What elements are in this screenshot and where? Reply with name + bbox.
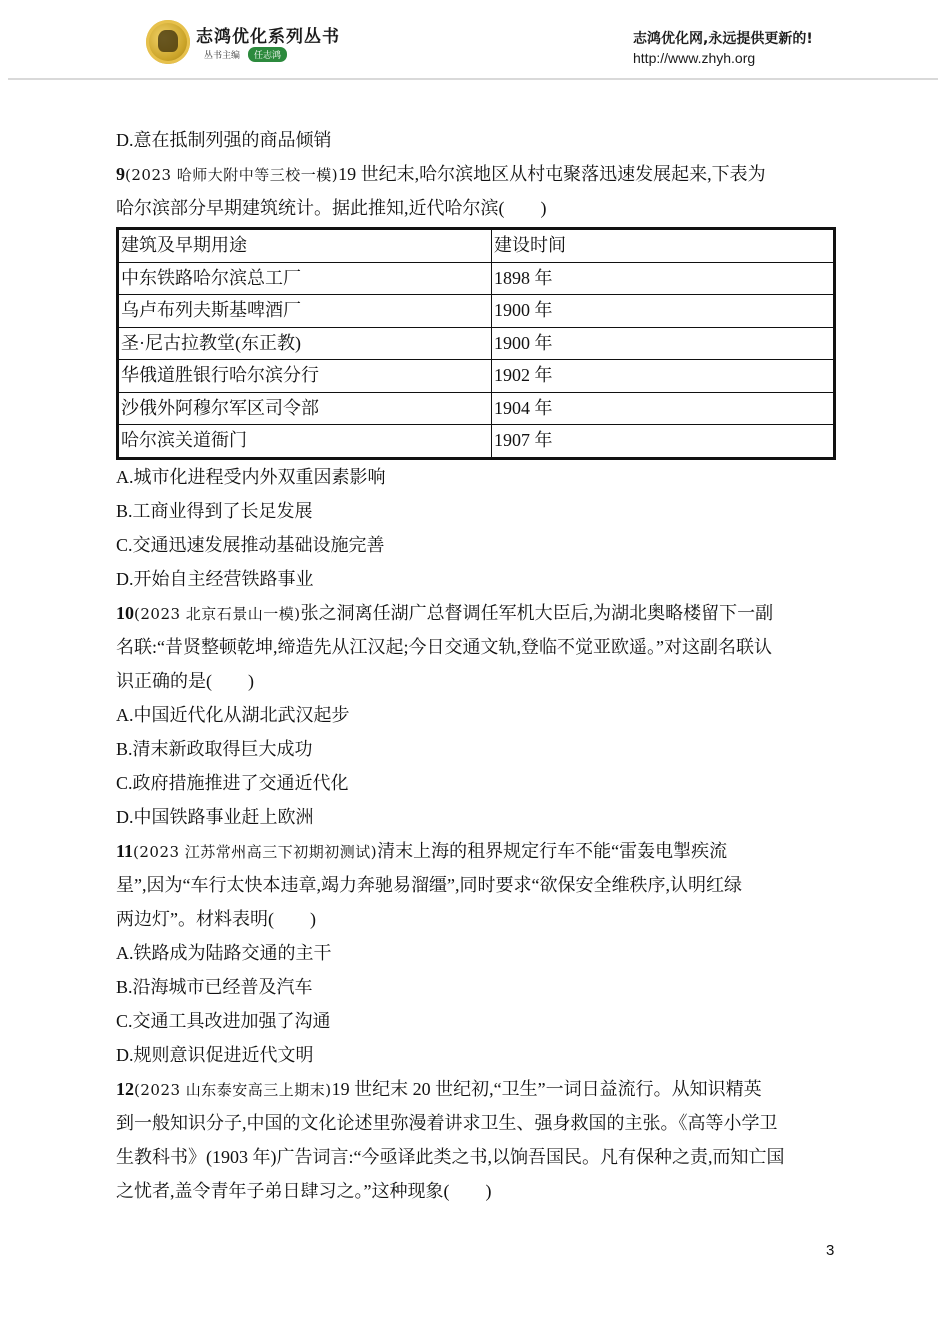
- q8-option-d: D.意在抵制列强的商品倾销: [116, 130, 332, 150]
- table-cell: 1900 年: [492, 327, 835, 360]
- table-row: [118, 327, 835, 360]
- document-body: [116, 123, 836, 1208]
- q9-option-c: C.交通迅速发展推动基础设施完善: [116, 534, 385, 555]
- logo-seal-icon: [146, 20, 190, 64]
- table-row: [118, 295, 835, 328]
- q11-stem-line-2: 星”,因为“车行太快本违章,竭力奔驰易溜缰”,同时要求“欲保安全维秩序,认明红绿: [116, 874, 742, 895]
- table-header-cell: 建筑及早期用途: [118, 229, 492, 263]
- q10-stem-line-1: [116, 596, 836, 630]
- q9-source: (2023 哈师大附中等三校一模): [125, 166, 339, 184]
- editor-label: 丛书主编: [204, 51, 241, 61]
- q11-number: 11: [116, 840, 134, 861]
- series-title: 志鸿优化系列丛书: [196, 27, 340, 47]
- table-cell: 1900 年: [492, 295, 835, 328]
- header-divider: [8, 78, 938, 80]
- q10-stem-line-3: 识正确的是( ): [116, 670, 254, 691]
- q9-option-d: D.开始自主经营铁路事业: [116, 568, 314, 589]
- q12-stem-line-1: [116, 1072, 836, 1106]
- q9-text-1: 19 世纪末,哈尔滨地区从村屯聚落迅速发展起来,下表为: [338, 164, 766, 184]
- table-row: [118, 262, 835, 295]
- q10-option-b: B.清末新政取得巨大成功: [116, 738, 313, 759]
- page-number: 3: [826, 1242, 835, 1259]
- q9-option-a: A.城市化进程受内外双重因素影响: [116, 466, 386, 487]
- q11-text-1: 清末上海的租界规定行车不能“雷轰电掣疾流: [377, 840, 728, 861]
- q12-text-1: 19 世纪末 20 世纪初,“卫生”一词日益流行。从知识精英: [331, 1078, 762, 1099]
- buildings-table: [116, 227, 836, 460]
- site-url[interactable]: http://www.zhyh.org: [633, 50, 756, 66]
- q10-text-1: 张之洞离任湖广总督调任军机大臣后,为湖北奥略楼留下一副: [300, 602, 774, 623]
- editor-name: 任志鸿: [248, 47, 287, 62]
- table-cell: 中东铁路哈尔滨总工厂: [118, 262, 492, 295]
- q10-option-d: D.中国铁路事业赶上欧洲: [116, 806, 314, 827]
- table-cell: 华俄道胜银行哈尔滨分行: [118, 360, 492, 393]
- q11-stem-line-3: 两边灯”。材料表明( ): [116, 908, 316, 929]
- table-cell: 哈尔滨关道衙门: [118, 425, 492, 459]
- q10-option-c: C.政府措施推进了交通近代化: [116, 772, 349, 793]
- q11-option-a: A.铁路成为陆路交通的主干: [116, 942, 332, 963]
- q12-source: (2023 山东泰安高三上期末): [134, 1080, 332, 1099]
- table-row: [118, 425, 835, 459]
- q10-source: (2023 北京石景山一模): [134, 604, 301, 623]
- q10-number: 10: [116, 602, 134, 623]
- table-header-row: [118, 229, 835, 263]
- table-cell: 沙俄外阿穆尔军区司令部: [118, 392, 492, 425]
- q9-stem-line-1: [116, 157, 836, 191]
- q12-stem-line-3: 生教科书》(1903 年)广告词言:“今亟译此类之书,以饷吾国民。凡有保种之责,而知亡国: [116, 1146, 785, 1167]
- q11-option-c: C.交通工具改进加强了沟通: [116, 1010, 331, 1031]
- q9-number: 9: [116, 164, 125, 184]
- table-cell: 1898 年: [492, 262, 835, 295]
- table-cell: 圣·尼古拉教堂(东正教): [118, 327, 492, 360]
- table-cell: 乌卢布列夫斯基啤酒厂: [118, 295, 492, 328]
- editor-tag: [204, 48, 292, 62]
- q11-stem-line-1: [116, 834, 836, 868]
- table-header-cell: 建设时间: [492, 229, 835, 263]
- q9-option-b: B.工商业得到了长足发展: [116, 500, 313, 521]
- table-cell: 1902 年: [492, 360, 835, 393]
- q12-stem-line-4: 之忧者,盖令青年子弟日肆习之。”这种现象( ): [116, 1180, 492, 1201]
- q11-option-d: D.规则意识促进近代文明: [116, 1044, 314, 1065]
- q9-stem-line-2: 哈尔滨部分早期建筑统计。据此推知,近代哈尔滨( ): [116, 198, 547, 218]
- q10-stem-line-2: 名联:“昔贤整顿乾坤,缔造先从江汉起;今日交通文轨,登临不觉亚欧遥。”对这副名联认: [116, 636, 772, 657]
- q12-number: 12: [116, 1078, 134, 1099]
- page-header: [0, 0, 950, 82]
- site-slogan: 志鸿优化网,永远提供更新的!: [633, 31, 813, 47]
- q11-source: (2023 江苏常州高三下初期初测试): [133, 842, 378, 861]
- table-row: [118, 392, 835, 425]
- table-row: [118, 360, 835, 393]
- table-cell: 1904 年: [492, 392, 835, 425]
- table-cell: 1907 年: [492, 425, 835, 459]
- q10-option-a: A.中国近代化从湖北武汉起步: [116, 704, 350, 725]
- q12-stem-line-2: 到一般知识分子,中国的文化论述里弥漫着讲求卫生、强身救国的主张。《高等小学卫: [116, 1112, 778, 1133]
- q11-option-b: B.沿海城市已经普及汽车: [116, 976, 313, 997]
